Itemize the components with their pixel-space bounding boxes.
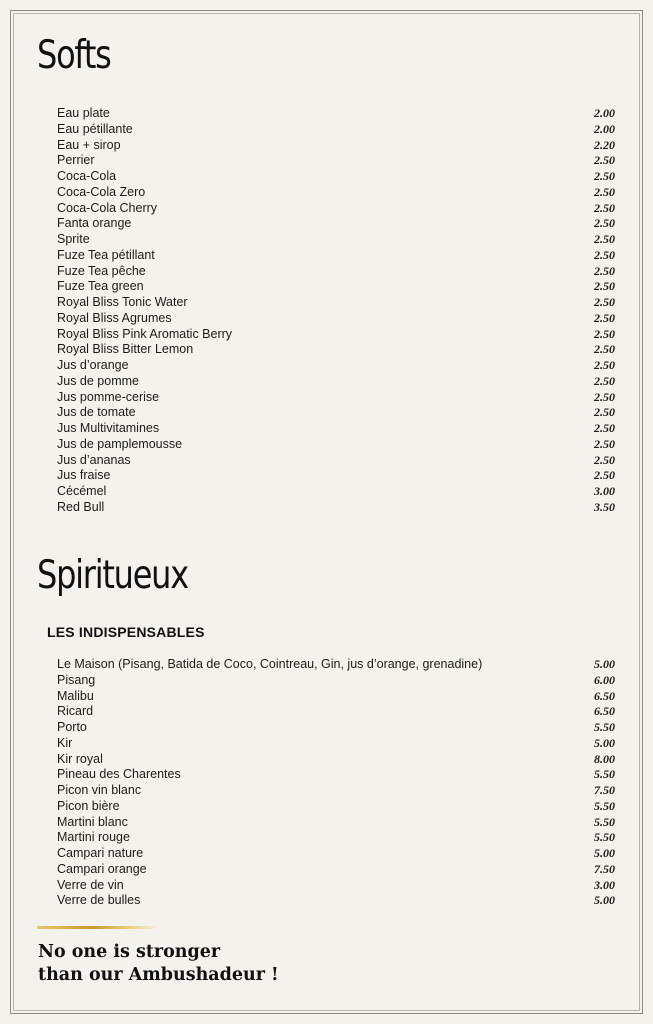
menu-item-price: 7.50 xyxy=(594,783,615,797)
menu-item-name: Eau pétillante xyxy=(57,121,133,136)
menu-item-price: 2.20 xyxy=(594,137,615,152)
menu-item-name: Porto xyxy=(57,720,87,734)
menu-item-name: Fuze Tea pêche xyxy=(57,263,146,278)
menu-item-price: 2.00 xyxy=(594,121,615,136)
menu-item xyxy=(57,830,615,846)
menu-item xyxy=(57,374,615,390)
menu-item-name: Ricard xyxy=(57,704,94,719)
menu-item-price: 5.00 xyxy=(594,657,615,671)
menu-item xyxy=(57,248,615,264)
menu-item-name: Royal Bliss Agrumes xyxy=(57,310,172,325)
menu-item-name: Pisang xyxy=(57,672,96,687)
menu-item xyxy=(57,767,615,783)
menu-item xyxy=(57,689,615,705)
menu-item xyxy=(57,421,615,437)
menu-item xyxy=(57,815,615,831)
menu-item-price: 5.50 xyxy=(594,720,615,734)
menu-item-name: Le Maison (Pisang, Batida de Coco, Cointreau, Gin, jus d’orange, grenadine) xyxy=(57,657,483,671)
menu-item xyxy=(57,846,615,862)
menu-item-name: Eau plate xyxy=(57,106,110,120)
menu-item xyxy=(57,720,615,736)
spirits-subheading: LES INDISPENSABLES xyxy=(47,624,205,640)
menu-item-price: 6.00 xyxy=(594,672,615,687)
menu-item-price: 2.50 xyxy=(594,389,615,404)
menu-item-name: Red Bull xyxy=(57,499,105,514)
menu-item-name: Verre de vin xyxy=(57,877,124,892)
menu-item-price: 2.50 xyxy=(594,279,615,294)
menu-item-name: Fuze Tea green xyxy=(57,279,144,294)
menu-item-name: Malibu xyxy=(57,688,94,703)
menu-item xyxy=(57,500,615,516)
menu-item-name: Pineau des Charentes xyxy=(57,767,181,782)
menu-item-price: 6.50 xyxy=(594,704,615,719)
menu-item-price: 5.50 xyxy=(594,814,615,829)
menu-item-name: Coca-Cola Zero xyxy=(57,184,146,199)
menu-item-name: Jus d’ananas xyxy=(57,452,131,467)
menu-item-price: 2.50 xyxy=(594,232,615,246)
menu-item-price: 2.50 xyxy=(594,358,615,372)
menu-item-name: Sprite xyxy=(57,232,90,246)
menu-item-price: 5.00 xyxy=(594,735,615,750)
menu-item-price: 2.50 xyxy=(594,216,615,231)
menu-item-name: Royal Bliss Bitter Lemon xyxy=(57,342,194,357)
menu-item xyxy=(57,783,615,799)
footer-slogan xyxy=(38,941,279,987)
menu-item-name: Cécémel xyxy=(57,484,107,498)
menu-item-name: Jus pomme-cerise xyxy=(57,389,160,404)
menu-item xyxy=(57,405,615,421)
menu-item xyxy=(57,342,615,358)
menu-item xyxy=(57,657,615,673)
menu-item-price: 2.50 xyxy=(594,153,615,168)
slogan-line-1: No one is stronger xyxy=(38,942,221,962)
menu-item-price: 2.50 xyxy=(594,310,615,325)
menu-item-name: Campari nature xyxy=(57,846,144,860)
menu-item-price: 5.50 xyxy=(594,830,615,845)
menu-item-price: 5.00 xyxy=(594,893,615,908)
spirits-list xyxy=(57,657,615,909)
menu-item xyxy=(57,878,615,894)
menu-item xyxy=(57,232,615,248)
menu-item-name: Coca-Cola Cherry xyxy=(57,200,158,215)
menu-item-price: 2.50 xyxy=(594,169,615,183)
menu-item xyxy=(57,295,615,311)
menu-item-price: 2.50 xyxy=(594,436,615,451)
menu-item xyxy=(57,138,615,154)
menu-item-price: 2.50 xyxy=(594,373,615,388)
menu-item xyxy=(57,437,615,453)
softs-title: Softs xyxy=(37,33,111,78)
menu-item xyxy=(57,169,615,185)
menu-item-price: 2.50 xyxy=(594,326,615,341)
softs-list xyxy=(57,106,615,516)
menu-item-name: Jus de tomate xyxy=(57,405,136,420)
menu-item-price: 2.50 xyxy=(594,263,615,278)
menu-item-price: 5.00 xyxy=(594,846,615,860)
menu-item xyxy=(57,201,615,217)
menu-item-name: Jus fraise xyxy=(57,468,111,483)
menu-item-price: 2.50 xyxy=(594,184,615,199)
menu-item-name: Fuze Tea pétillant xyxy=(57,247,155,262)
menu-item xyxy=(57,752,615,768)
menu-item xyxy=(57,453,615,469)
menu-item-price: 3.50 xyxy=(594,499,615,514)
menu-item-name: Fanta orange xyxy=(57,216,132,231)
menu-item-price: 2.50 xyxy=(594,421,615,435)
menu-item-name: Coca-Cola xyxy=(57,169,117,183)
menu-item xyxy=(57,484,615,500)
menu-item-name: Eau + sirop xyxy=(57,137,121,152)
menu-item xyxy=(57,893,615,909)
menu-item-price: 2.00 xyxy=(594,106,615,120)
menu-item-name: Perrier xyxy=(57,153,95,168)
menu-item-price: 5.50 xyxy=(594,767,615,782)
menu-item-price: 2.50 xyxy=(594,405,615,420)
menu-item xyxy=(57,862,615,878)
menu-item xyxy=(57,185,615,201)
menu-item xyxy=(57,468,615,484)
menu-item xyxy=(57,704,615,720)
gold-divider xyxy=(37,926,159,929)
menu-item-name: Jus d’orange xyxy=(57,358,129,372)
menu-item xyxy=(57,358,615,374)
menu-item-price: 2.50 xyxy=(594,247,615,262)
menu-item-name: Royal Bliss Tonic Water xyxy=(57,295,188,309)
menu-item-price: 2.50 xyxy=(594,200,615,215)
menu-item xyxy=(57,153,615,169)
menu-item-name: Royal Bliss Pink Aromatic Berry xyxy=(57,326,233,341)
slogan-line-2: than our Ambushadeur ! xyxy=(38,965,279,985)
menu-item-name: Martini blanc xyxy=(57,814,128,829)
menu-item xyxy=(57,327,615,343)
menu-item-price: 2.50 xyxy=(594,468,615,483)
menu-item-name: Campari orange xyxy=(57,861,147,876)
menu-item xyxy=(57,216,615,232)
menu-item-name: Kir xyxy=(57,735,73,750)
menu-item-price: 6.50 xyxy=(594,688,615,703)
menu-item-price: 2.50 xyxy=(594,342,615,357)
menu-item-name: Martini rouge xyxy=(57,830,130,845)
menu-item xyxy=(57,673,615,689)
menu-item xyxy=(57,311,615,327)
menu-item xyxy=(57,390,615,406)
menu-item-price: 2.50 xyxy=(594,295,615,309)
menu-item-price: 3.00 xyxy=(594,484,615,498)
menu-item-price: 5.50 xyxy=(594,798,615,813)
menu-item-name: Kir royal xyxy=(57,751,103,766)
menu-item xyxy=(57,106,615,122)
menu-item-price: 7.50 xyxy=(594,861,615,876)
menu-item xyxy=(57,122,615,138)
menu-item xyxy=(57,264,615,280)
menu-item xyxy=(57,736,615,752)
spirits-title: Spiritueux xyxy=(37,553,188,598)
menu-item-price: 2.50 xyxy=(594,452,615,467)
menu-item-name: Jus de pomme xyxy=(57,373,139,388)
menu-item-name: Jus de pamplemousse xyxy=(57,436,183,451)
menu-item-name: Verre de bulles xyxy=(57,893,141,908)
menu-item-name: Picon vin blanc xyxy=(57,783,142,797)
menu-item-price: 8.00 xyxy=(594,751,615,766)
menu-item xyxy=(57,799,615,815)
menu-item-name: Picon bière xyxy=(57,798,120,813)
menu-item xyxy=(57,279,615,295)
menu-item-price: 3.00 xyxy=(594,877,615,892)
menu-item-name: Jus Multivitamines xyxy=(57,421,160,435)
